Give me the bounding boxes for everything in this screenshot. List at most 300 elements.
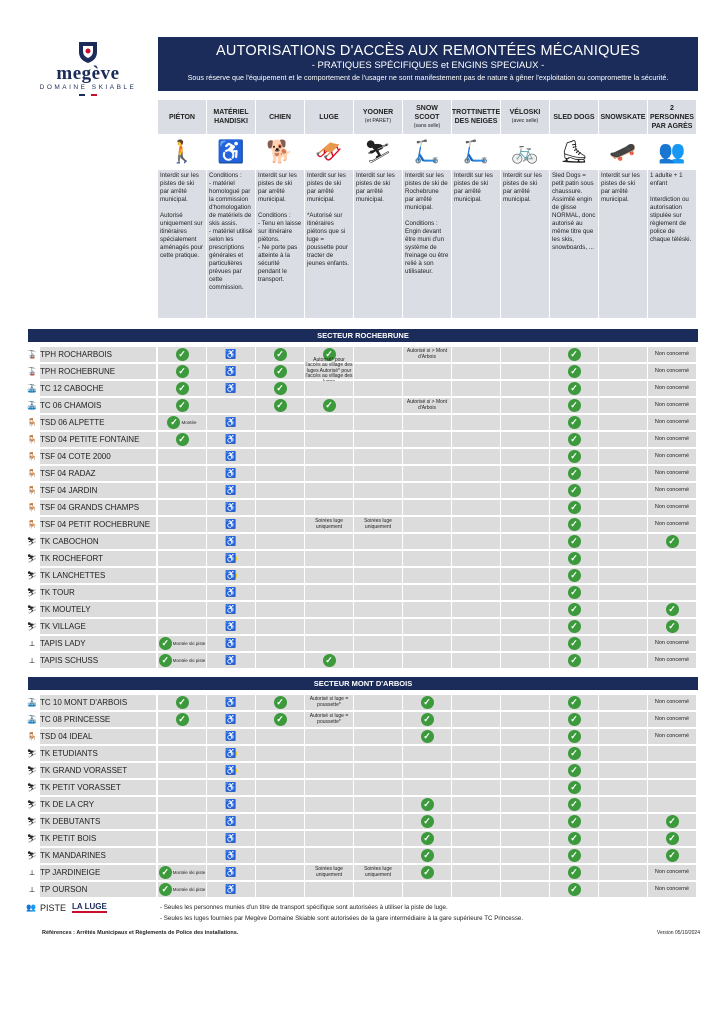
check-icon: ✓ [568, 620, 581, 633]
check-icon: ✓ [176, 433, 189, 446]
table-cell [403, 653, 451, 668]
check-icon: ✓ [568, 781, 581, 794]
table-cell [158, 602, 206, 617]
table-cell [158, 780, 206, 795]
person-group-icon: 👥 [26, 903, 36, 912]
table-cell [599, 763, 647, 778]
table-cell [599, 848, 647, 863]
check-icon: ✓ [421, 713, 434, 726]
crest-icon [75, 38, 101, 64]
table-cell [354, 797, 402, 812]
table-cell [452, 712, 500, 727]
table-cell [501, 568, 549, 583]
table-row [26, 831, 698, 848]
column-header-5 [403, 100, 451, 134]
table-cell [452, 636, 500, 651]
table-cell [158, 831, 206, 846]
table-cell [256, 712, 304, 727]
lift-type-icon: ⛷ [26, 622, 38, 631]
table-cell [158, 432, 206, 447]
table-cell [501, 848, 549, 863]
table-cell [207, 381, 255, 396]
table-cell [550, 780, 598, 795]
section-title: SECTEUR MONT D'ARBOIS [28, 677, 698, 690]
lift-name [26, 551, 156, 566]
check-icon: ✓ [167, 416, 180, 429]
brand-sub: DOMAINE SKIABLE [39, 84, 137, 91]
lift-name [26, 695, 156, 710]
check-icon: ✓ [176, 382, 189, 395]
table-cell [305, 500, 353, 515]
page-header [158, 37, 698, 91]
table-cell [648, 797, 696, 812]
lift-type-icon: ⛷ [26, 749, 38, 758]
column-description: 1 adulte + 1 enfant Interdiction ou autorisation stipulée sur règlement de police de chaque téléski. [648, 170, 696, 318]
check-icon: ✓ [568, 764, 581, 777]
handiski-assist-icon: ♿ [225, 696, 237, 707]
lift-label: TSD 06 ALPETTE [40, 418, 105, 427]
lift-name [26, 347, 156, 362]
table-cell [403, 466, 451, 481]
table-cell [452, 865, 500, 880]
table-cell [599, 449, 647, 464]
table-cell: Non concerné [648, 882, 696, 897]
table-cell [501, 653, 549, 668]
check-icon: ✓ [568, 637, 581, 650]
table-cell [550, 466, 598, 481]
lift-label: TK VILLAGE [40, 622, 86, 631]
lift-name [26, 636, 156, 651]
table-cell [158, 483, 206, 498]
lift-name [26, 483, 156, 498]
table-cell [256, 449, 304, 464]
lift-name [26, 364, 156, 379]
table-cell [305, 746, 353, 761]
handiski-assist-icon: ♿ [225, 382, 237, 393]
table-cell [648, 814, 696, 829]
table-cell [599, 712, 647, 727]
table-cell [452, 797, 500, 812]
table-cell [354, 780, 402, 795]
table-cell: Soirées luge uniquement [354, 517, 402, 532]
table-cell [256, 780, 304, 795]
check-icon: ✓ [568, 552, 581, 565]
table-cell [599, 585, 647, 600]
table-cell [256, 814, 304, 829]
table-cell [403, 636, 451, 651]
table-cell [207, 517, 255, 532]
table-cell [501, 636, 549, 651]
table-cell [550, 568, 598, 583]
table-cell [256, 797, 304, 812]
check-icon: ✓ [421, 849, 434, 862]
table-cell [158, 814, 206, 829]
table-row [26, 415, 698, 432]
column-description: Interdit sur les pistes de ski par arrêté municipal. *Autorisé sur itinéraires piétons que si luge = poussette pour tracter de jeunes enfants. [305, 170, 353, 318]
table-cell [403, 381, 451, 396]
table-cell [501, 500, 549, 515]
table-cell [403, 534, 451, 549]
table-cell [599, 636, 647, 651]
sleddogs-icon: ⛸ [560, 139, 588, 164]
table-cell [256, 831, 304, 846]
table-row [26, 432, 698, 449]
table-cell [501, 347, 549, 362]
column-name: MATÉRIEL HANDISKI [213, 109, 249, 125]
lift-label: TSF 04 JARDIN [40, 486, 98, 495]
table-cell [354, 619, 402, 634]
table-cell [452, 466, 500, 481]
lift-name [26, 814, 156, 829]
table-cell [648, 619, 696, 634]
column-name: SNOW SCOOT (sans selle) [403, 104, 451, 131]
column-description: Interdit sur les pistes de ski par arrêté municipal. Conditions : - Tenu en laisse sur itinéraire piétons. - Ne porte pas atteinte à la sécurité pendant le transport. [256, 170, 304, 318]
table-cell [452, 568, 500, 583]
check-icon: ✓ [666, 620, 679, 633]
table-cell [648, 848, 696, 863]
table-cell [403, 865, 451, 880]
wheelchair-icon: ♿ [225, 849, 237, 860]
table-cell [501, 695, 549, 710]
table-cell [452, 551, 500, 566]
table-cell [305, 653, 353, 668]
table-cell [550, 763, 598, 778]
table-cell [354, 449, 402, 464]
column-description: Sled Dogs = petit patin sous chaussure. Assimilé engin de glisse NORMAL, donc autorisé au même titre que les skis, snowboards, ... [550, 170, 598, 318]
table-cell [207, 797, 255, 812]
table-cell [256, 381, 304, 396]
table-cell [207, 415, 255, 430]
wheelchair-icon: ♿ [225, 798, 237, 809]
table-cell [501, 882, 549, 897]
table-cell: Non concerné [648, 466, 696, 481]
table-cell [354, 746, 402, 761]
table-cell [403, 814, 451, 829]
lift-type-icon: ⛷ [26, 537, 38, 546]
column-name: VÉLOSKI (avec selle) [509, 109, 541, 124]
check-icon: ✓ [176, 348, 189, 361]
table-cell: Non concerné [648, 729, 696, 744]
table-cell [550, 729, 598, 744]
wheelchair-icon: ♿ [225, 883, 237, 894]
check-icon: ✓ [421, 815, 434, 828]
table-cell [158, 415, 206, 430]
table-cell [501, 449, 549, 464]
wheelchair-icon: ♿ [225, 501, 237, 512]
lift-label: TAPIS SCHUSS [40, 656, 99, 665]
table-cell [158, 712, 206, 727]
lift-label: TK TOUR [40, 588, 75, 597]
table-cell [648, 763, 696, 778]
table-cell: l'accès au village des luges Autorisé* pour l'accès au village des [305, 362, 353, 380]
table-cell [256, 636, 304, 651]
wheelchair-icon: ♿ [225, 764, 237, 775]
table-cell [354, 415, 402, 430]
column-description: Interdit sur les pistes de ski par arrêté municipal. [501, 170, 549, 318]
table-cell [256, 500, 304, 515]
check-icon: ✓ [421, 866, 434, 879]
table-cell [501, 797, 549, 812]
table-cell [403, 551, 451, 566]
table-cell [550, 746, 598, 761]
table-cell: Autorisé si luge = poussette* [305, 695, 353, 710]
table-row [26, 585, 698, 602]
table-cell [403, 619, 451, 634]
column-description: Conditions : - matériel homologué par la commission d'homologation de matériels de skis assis. - matériel utilisé selon les prescriptions générales et particulières prévues par cette commission. [207, 170, 255, 318]
check-icon: ✓ [274, 696, 287, 709]
table-cell [599, 729, 647, 744]
wheelchair-icon: ♿ [225, 484, 237, 495]
table-cell [305, 636, 353, 651]
la-luge-logo: LA LUGE [72, 902, 107, 911]
table-cell [207, 636, 255, 651]
table-cell [403, 746, 451, 761]
check-icon: ✓ [159, 883, 172, 896]
lift-name [26, 585, 156, 600]
wheelchair-icon: ♿ [225, 416, 237, 427]
table-cell: Non concerné [648, 364, 696, 379]
table-cell [599, 381, 647, 396]
table-cell [452, 500, 500, 515]
column-header-8 [550, 100, 598, 134]
table-cell [256, 746, 304, 761]
check-icon: ✓ [568, 518, 581, 531]
lift-name [26, 712, 156, 727]
check-icon: ✓ [176, 713, 189, 726]
table-cell [354, 882, 402, 897]
table-cell [501, 415, 549, 430]
check-icon: ✓ [568, 747, 581, 760]
table-cell [599, 882, 647, 897]
table-cell: Non concerné [648, 653, 696, 668]
table-cell [501, 865, 549, 880]
lift-label: TP OURSON [40, 885, 88, 894]
column-header-10 [648, 100, 696, 134]
table-row [26, 619, 698, 636]
table-cell [599, 602, 647, 617]
table-cell [354, 814, 402, 829]
wheelchair-icon: ♿ [225, 535, 237, 546]
table-cell [550, 619, 598, 634]
handiski-icon: ♿ [217, 139, 245, 164]
table-cell [354, 381, 402, 396]
table-cell [501, 466, 549, 481]
table-cell [599, 797, 647, 812]
table-cell: Soirées luge uniquement [305, 517, 353, 532]
table-row [26, 517, 698, 534]
lift-type-icon: ⛷ [26, 588, 38, 597]
lift-label: TC 10 MONT D'ARBOIS [40, 698, 128, 707]
flag-stripes [28, 94, 148, 96]
table-cell [256, 729, 304, 744]
column-description: Interdit sur les pistes de ski par arrêté municipal. [452, 170, 500, 318]
lift-name [26, 415, 156, 430]
wheelchair-icon: ♿ [225, 467, 237, 478]
section-title: SECTEUR ROCHEBRUNE [28, 329, 698, 342]
table-row [26, 551, 698, 568]
table-cell [207, 534, 255, 549]
table-cell [648, 551, 696, 566]
table-cell: Non concerné [648, 636, 696, 651]
table-cell: Non concerné [648, 347, 696, 362]
table-cell [452, 534, 500, 549]
table-row [26, 882, 698, 899]
snowskate-icon: 🛹 [609, 139, 637, 164]
table-cell [207, 865, 255, 880]
table-cell [403, 568, 451, 583]
table-row [26, 381, 698, 398]
table-cell [648, 780, 696, 795]
table-cell [599, 347, 647, 362]
table-cell [599, 398, 647, 413]
lift-name [26, 865, 156, 880]
table-cell [452, 746, 500, 761]
table-cell [207, 500, 255, 515]
handiski-assist-icon: ♿ [225, 365, 237, 376]
table-cell [158, 653, 206, 668]
lift-type-icon: 🚡 [27, 350, 37, 359]
table-cell [207, 568, 255, 583]
wheelchair-icon: ♿ [225, 815, 237, 826]
column-name: LUGE [319, 113, 339, 121]
lift-label: TK DEBUTANTS [40, 817, 101, 826]
table-cell [305, 551, 353, 566]
table-cell [256, 602, 304, 617]
table-cell [599, 780, 647, 795]
check-icon: ✓ [568, 713, 581, 726]
veloski-icon: 🚲 [511, 139, 539, 164]
lift-type-icon: ⛷ [26, 800, 38, 809]
lift-type-icon: 🪑 [27, 503, 37, 512]
table-cell [305, 534, 353, 549]
lift-type-icon: 🚠 [27, 715, 37, 724]
table-cell [305, 882, 353, 897]
table-cell: Non concerné [648, 483, 696, 498]
table-cell [550, 695, 598, 710]
table-cell [452, 449, 500, 464]
table-cell [305, 398, 353, 413]
table-cell [158, 568, 206, 583]
table-cell [158, 364, 206, 379]
column-name: TROTTINETTE DES NEIGES [451, 109, 501, 125]
table-cell [501, 432, 549, 447]
table-cell [550, 483, 598, 498]
montee-label: Montée ski piste [172, 886, 206, 892]
table-cell [256, 695, 304, 710]
table-cell [403, 449, 451, 464]
lift-name [26, 763, 156, 778]
check-icon: ✓ [274, 399, 287, 412]
table-cell [207, 763, 255, 778]
table-cell [305, 432, 353, 447]
table-cell [207, 466, 255, 481]
table-cell [256, 619, 304, 634]
table-row [26, 398, 698, 415]
table-row [26, 814, 698, 831]
table-cell [256, 848, 304, 863]
check-icon: ✓ [666, 832, 679, 845]
table-cell [158, 500, 206, 515]
table-row [26, 534, 698, 551]
table-cell [305, 568, 353, 583]
version: Version 05/10/2024 [656, 930, 700, 936]
brand-name: megève [56, 63, 120, 84]
dog-icon: 🐕 [266, 139, 294, 164]
lift-type-icon: ⟂ [29, 884, 35, 894]
table-row [26, 763, 698, 780]
table-cell [550, 865, 598, 880]
table-cell [403, 415, 451, 430]
lift-label: TK MOUTELY [40, 605, 91, 614]
table-cell [648, 602, 696, 617]
table-cell: Non concerné [648, 712, 696, 727]
table-cell [452, 729, 500, 744]
check-icon: ✓ [568, 535, 581, 548]
table-cell [550, 415, 598, 430]
table-cell [207, 619, 255, 634]
lift-name [26, 517, 156, 532]
handiski-assist-icon: ♿ [225, 713, 237, 724]
table-cell [501, 729, 549, 744]
table-cell [648, 534, 696, 549]
table-cell [158, 865, 206, 880]
lift-type-icon: ⛷ [26, 817, 38, 826]
lift-label: TSF 04 GRANDS CHAMPS [40, 503, 140, 512]
column-description: Interdit sur les pistes de ski de Rochebrune par arrêté municipal. Conditions : Engin devant être muni d'un système de freinage ou être relié à son utilisateur. [403, 170, 451, 318]
table-row [26, 568, 698, 585]
lift-label: TK ETUDIANTS [40, 749, 98, 758]
column-description: Interdit sur les pistes de ski par arrêté municipal. [354, 170, 402, 318]
table-row [26, 483, 698, 500]
montee-label: Montée ski piste [172, 869, 206, 875]
wheelchair-icon: ♿ [225, 730, 237, 741]
check-icon: ✓ [666, 849, 679, 862]
table-cell [501, 619, 549, 634]
table-cell [158, 848, 206, 863]
table-cell [354, 602, 402, 617]
table-cell [207, 831, 255, 846]
table-cell [207, 449, 255, 464]
flag-stripe [91, 94, 97, 96]
check-icon: ✓ [159, 637, 172, 650]
table-cell [599, 619, 647, 634]
montee-label: Montée ski piste [172, 640, 206, 646]
check-icon: ✓ [568, 365, 581, 378]
table-cell [550, 797, 598, 812]
table-cell [599, 534, 647, 549]
table-cell [158, 534, 206, 549]
table-cell [354, 831, 402, 846]
table-cell [452, 653, 500, 668]
table-cell [550, 636, 598, 651]
piste-label [26, 899, 156, 916]
table-cell [403, 848, 451, 863]
table-cell [452, 585, 500, 600]
piste-text: PISTE [40, 902, 67, 913]
table-cell [403, 712, 451, 727]
lift-type-icon: ⛷ [26, 605, 38, 614]
check-icon: ✓ [274, 348, 287, 361]
table-cell [158, 381, 206, 396]
check-icon: ✓ [666, 535, 679, 548]
table-cell [550, 449, 598, 464]
wheelchair-icon: ♿ [225, 586, 237, 597]
snowscoot-icon: 🛴 [413, 139, 441, 164]
column-name: SNOWSKATE [600, 113, 646, 121]
table-cell [452, 517, 500, 532]
references: Références : Arrêtés Municipaux et Règlements de Police des installations. [42, 930, 239, 936]
table-cell [256, 517, 304, 532]
